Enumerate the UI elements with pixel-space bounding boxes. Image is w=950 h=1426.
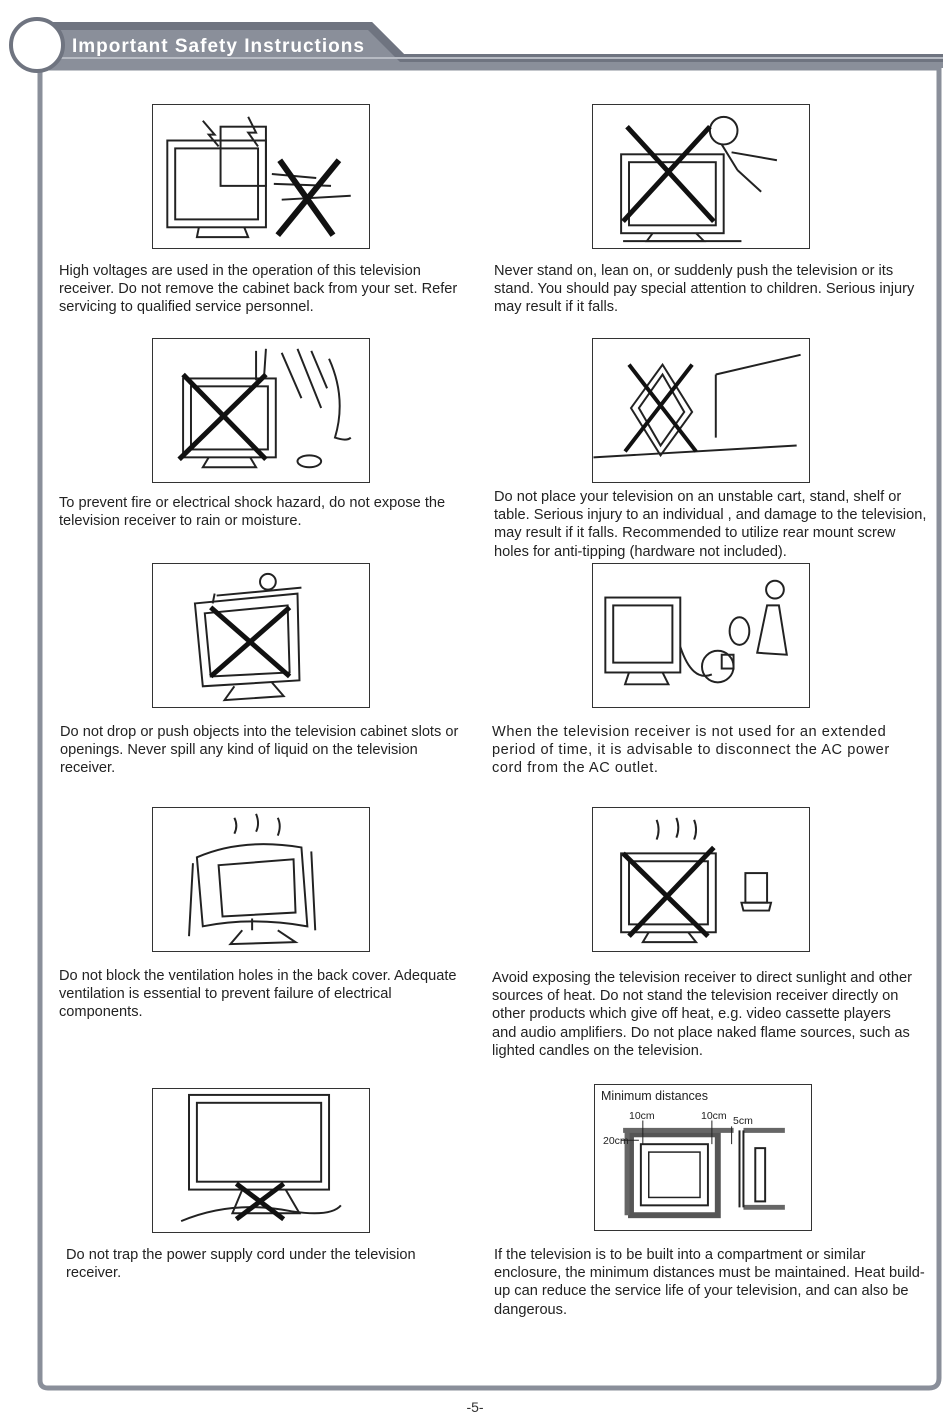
page-title: Important Safety Instructions bbox=[72, 36, 365, 57]
distance-left: 20cm bbox=[603, 1135, 629, 1147]
instruction-built-in: If the television is to be built into a compartment or similar enclosure, the minimum distances must be maintained. Heat build-up can reduce the service life of your television, and can also be dangerous. bbox=[494, 1247, 925, 1318]
page-number: -5- bbox=[466, 1399, 484, 1415]
figure-objects-liquid bbox=[152, 563, 370, 708]
figure-unstable-surface bbox=[592, 338, 810, 483]
figure-disconnect-power bbox=[592, 563, 810, 708]
instruction-no-stand-on: Never stand on, lean on, or suddenly push the television or its stand. You should pay special attention to children. Serious injury may result if it falls. bbox=[494, 263, 915, 316]
distance-top-right: 10cm bbox=[701, 1110, 727, 1122]
instruction-high-voltage: High voltages are used in the operation of this television receiver. Do not remove the cabinet back from your set. Refer servicing to qualified service personnel. bbox=[59, 263, 458, 316]
instruction-heat-sources: Avoid exposing the television receiver to direct sunlight and other sources of heat. Do not stand the television receiver directly on other products which give off heat, e.g. video cassette players and audio amplifiers. Do not place naked flame sources, such as lighted candles on the television. bbox=[492, 970, 912, 1059]
figure-heat-sources bbox=[592, 807, 810, 952]
instruction-objects-liquid: Do not drop or push objects into the television cabinet slots or openings. Never spill any kind of liquid on the television receiver. bbox=[60, 724, 459, 777]
figure-ventilation bbox=[152, 807, 370, 952]
instruction-disconnect-power: When the television receiver is not used for an extended period of time, it is advisable to disconnect the AC power cord from the AC outlet. bbox=[492, 724, 890, 777]
figure-rain-moisture bbox=[152, 338, 370, 483]
instruction-power-cord: Do not trap the power supply cord under the television receiver. bbox=[66, 1247, 416, 1282]
min-distances-title: Minimum distances bbox=[601, 1089, 708, 1103]
instruction-ventilation: Do not block the ventilation holes in the back cover. Adequate ventilation is essential to prevent failure of electrical components. bbox=[59, 968, 457, 1021]
instruction-unstable-surface: Do not place your television on an unstable cart, stand, shelf or table. Serious injury to an individual , and damage to the television, may result if it falls. Recommended to utilize rear mount screw holes for anti-tipping (hardware not included). bbox=[494, 489, 927, 560]
instruction-rain-moisture: To prevent fire or electrical shock hazard, do not expose the television receiver to rain or moisture. bbox=[59, 495, 446, 530]
figure-no-stand-on bbox=[592, 104, 810, 249]
distance-side: 5cm bbox=[733, 1115, 753, 1127]
figure-power-cord bbox=[152, 1088, 370, 1233]
distance-top-left: 10cm bbox=[629, 1110, 655, 1122]
figure-minimum-distances bbox=[594, 1084, 812, 1231]
figure-high-voltage bbox=[152, 104, 370, 249]
